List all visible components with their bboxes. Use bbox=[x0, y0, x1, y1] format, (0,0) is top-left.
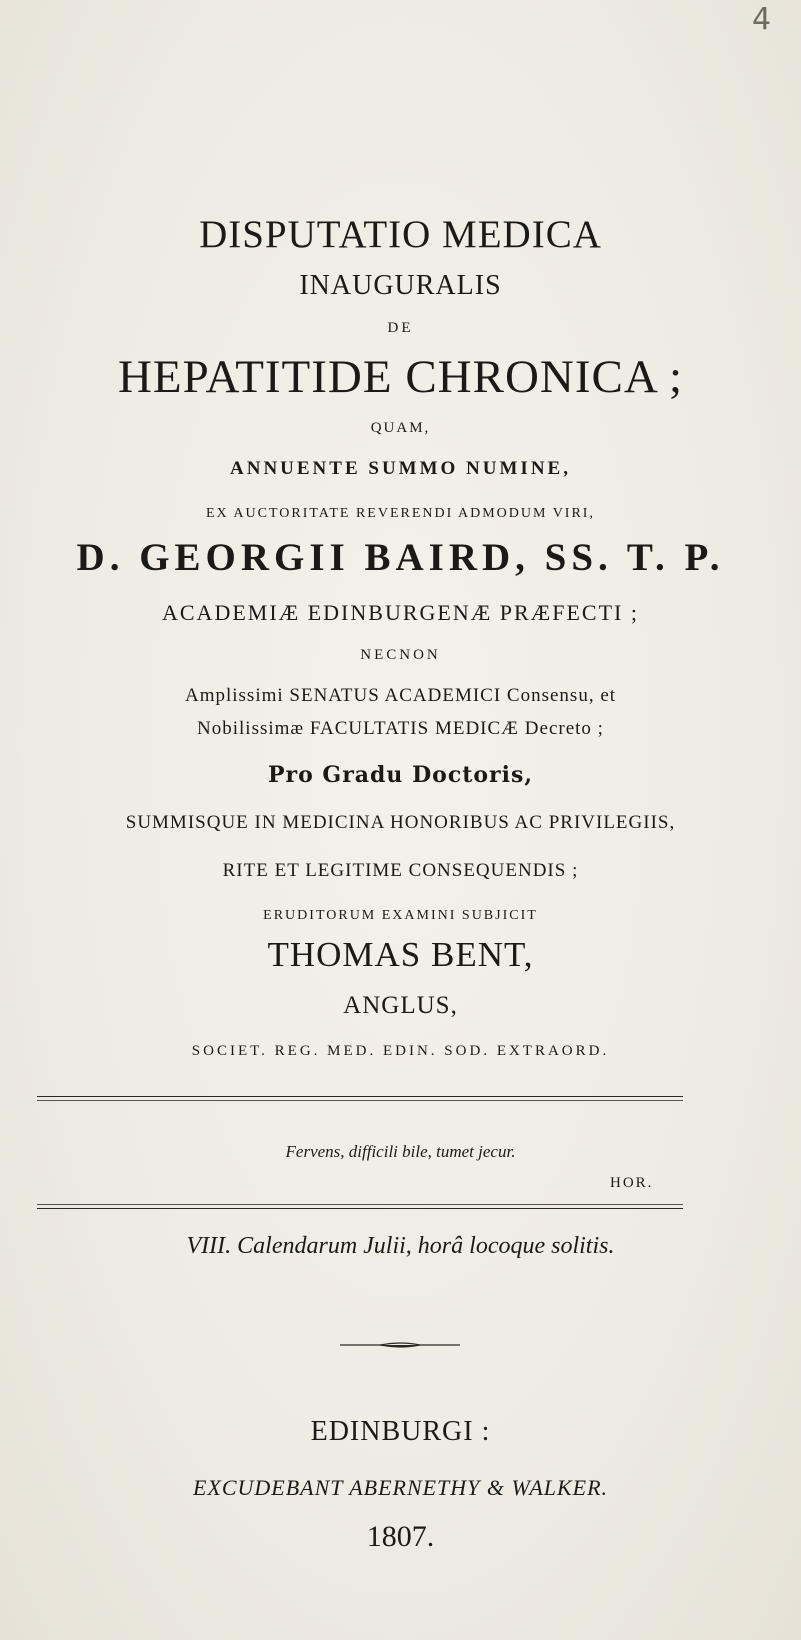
text-annuente: ANNUENTE SUMMO NUMINE, bbox=[230, 458, 571, 479]
text-principal-name: D. GEORGII BAIRD, SS. T. P. bbox=[76, 536, 725, 579]
imprint-city: EDINBURGI : bbox=[310, 1416, 491, 1447]
imprint-year: 1807. bbox=[366, 1520, 435, 1553]
bottom-rule-inner bbox=[37, 1204, 683, 1205]
title-line-inauguralis: INAUGURALIS bbox=[299, 270, 502, 301]
imprint-printers: EXCUDEBANT ABERNETHY & WALKER. bbox=[192, 1475, 609, 1500]
text-academiae: ACADEMIÆ EDINBURGENÆ PRÆFECTI ; bbox=[162, 600, 639, 625]
text-amplissimi: Amplissimi SENATUS ACADEMICI Consensu, et bbox=[184, 685, 617, 706]
text-pro-gradu: Pro Gradu Doctoris, bbox=[267, 762, 534, 788]
top-rule-inner bbox=[37, 1100, 683, 1101]
text-eruditorum: ERUDITORUM EXAMINI SUBJICIT bbox=[263, 908, 538, 923]
title-line-hepatitide: HEPATITIDE CHRONICA ; bbox=[117, 351, 683, 403]
date-line: VIII. Calendarum Julii, horâ locoque solitis. bbox=[186, 1233, 615, 1259]
text-rite: RITE ET LEGITIME CONSEQUENDIS ; bbox=[222, 860, 579, 881]
author-name: THOMAS BENT, bbox=[267, 935, 534, 974]
epigraph-attribution: HOR. bbox=[610, 1175, 654, 1191]
text-quam: QUAM, bbox=[370, 420, 431, 436]
text-nobilissimae: Nobilissimæ FACULTATIS MEDICÆ Decreto ; bbox=[197, 718, 604, 739]
author-nationality: ANGLUS, bbox=[343, 992, 458, 1019]
top-rule bbox=[37, 1096, 683, 1097]
bottom-rule bbox=[37, 1208, 683, 1209]
epigraph-quote: Fervens, difficili bile, tumet jecur. bbox=[285, 1142, 516, 1161]
title-line-de: DE bbox=[387, 320, 414, 336]
text-necnon: NECNON bbox=[360, 647, 441, 663]
author-society: SOCIET. REG. MED. EDIN. SOD. EXTRAORD. bbox=[191, 1043, 610, 1059]
text-summisque: SUMMISQUE IN MEDICINA HONORIBUS AC PRIVILEGIIS, bbox=[125, 812, 676, 833]
pencil-page-mark: 4 bbox=[752, 2, 772, 37]
ornament-rule bbox=[340, 1341, 460, 1349]
title-line-disputatio: DISPUTATIO MEDICA bbox=[199, 213, 602, 256]
text-ex-auctoritate: EX AUCTORITATE REVERENDI ADMODUM VIRI, bbox=[206, 506, 595, 521]
